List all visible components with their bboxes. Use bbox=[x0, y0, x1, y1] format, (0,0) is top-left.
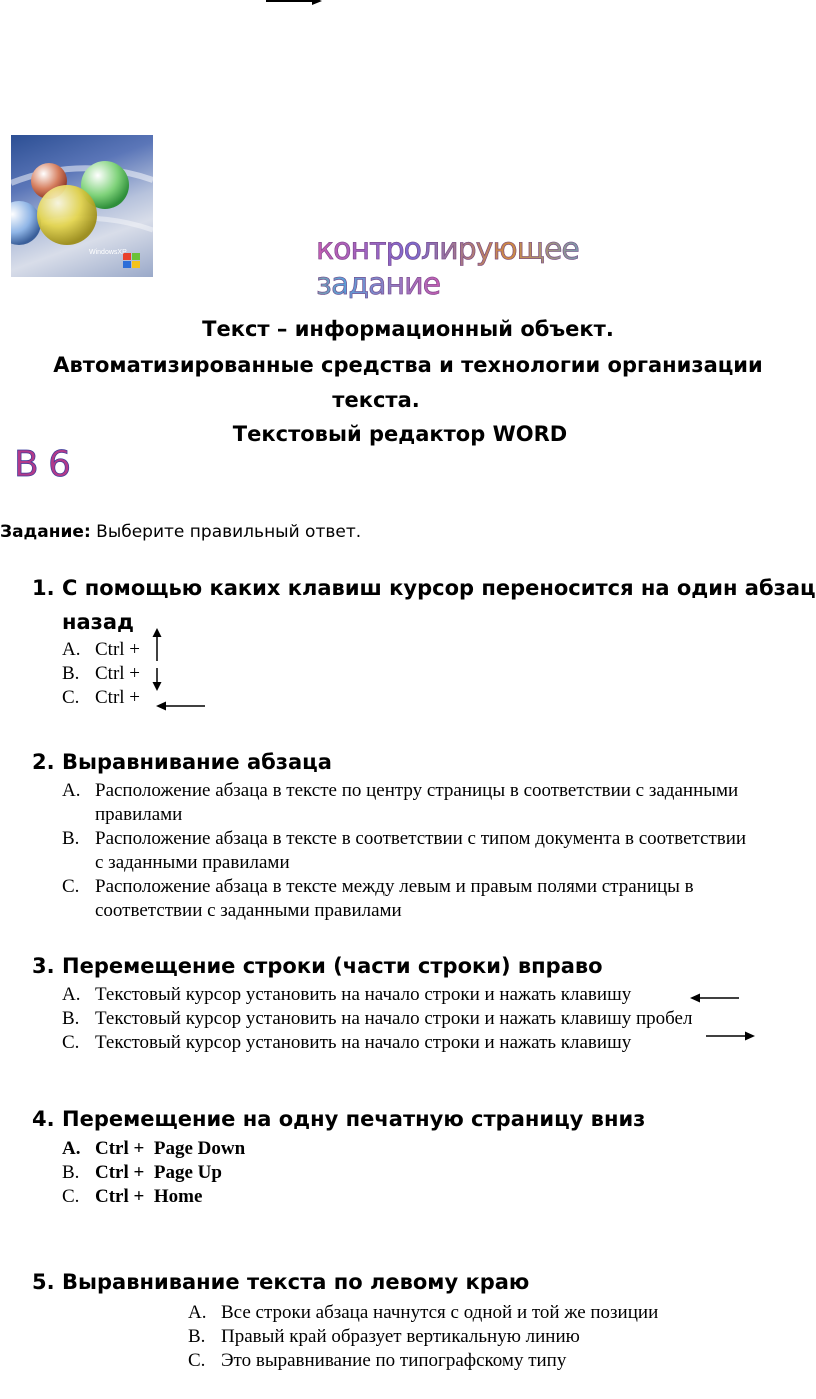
windows-xp-label: WindowsXP bbox=[89, 249, 127, 256]
option-text: Ctrl + bbox=[95, 639, 141, 660]
option-letter: B. bbox=[62, 1162, 80, 1183]
arrow-up-icon bbox=[151, 628, 163, 662]
option-text: Ctrl + Home bbox=[95, 1186, 203, 1207]
task-line bbox=[0, 522, 361, 542]
option-text: Текстовый курсор установить на начало строки и нажать клавишу пробел bbox=[95, 1008, 693, 1029]
question-text: Выравнивание абзаца bbox=[62, 750, 332, 774]
option-text: Расположение абзаца в тексте между левым и правым полями страницы в bbox=[95, 876, 694, 897]
page-title-line-4: Текстовый редактор WORD bbox=[232, 422, 568, 446]
banner-title: контролирующее задание bbox=[316, 232, 579, 302]
option-text: Ctrl + bbox=[95, 687, 141, 708]
option-text: Расположение абзаца в тексте в соответствии с типом документа в соответствии bbox=[95, 828, 747, 849]
question-number: 3. bbox=[32, 954, 55, 978]
option-text-line-2: правилами bbox=[95, 804, 183, 825]
option-letter: C. bbox=[62, 1186, 80, 1207]
question-number: 5. bbox=[32, 1270, 55, 1294]
option-letter: A. bbox=[62, 780, 81, 801]
page-title-line-2: Автоматизированные средства и технологии организации bbox=[53, 353, 763, 377]
question-text: С помощью каких клавиш курсор переносится на один абзац bbox=[62, 576, 816, 600]
option-letter: A. bbox=[62, 984, 81, 1005]
question-text: Перемещение на одну печатную страницу вниз bbox=[62, 1107, 646, 1131]
option-letter: C. bbox=[188, 1350, 206, 1371]
task-label: Задание: bbox=[0, 522, 91, 542]
question-number: 4. bbox=[32, 1107, 55, 1131]
option-text: Текстовый курсор установить на начало строки и нажать клавишу bbox=[95, 1032, 632, 1053]
option-text: Все строки абзаца начнутся с одной и той же позиции bbox=[221, 1302, 659, 1323]
page-title-line-3: текста. bbox=[332, 388, 420, 412]
option-letter: C. bbox=[62, 1032, 80, 1053]
windows-xp-image bbox=[11, 135, 153, 277]
option-text: Ctrl + Page Down bbox=[95, 1138, 246, 1159]
variant-label: В 6 bbox=[14, 444, 71, 485]
option-letter: A. bbox=[62, 1138, 81, 1159]
arrow-left-icon bbox=[156, 700, 206, 712]
arrow-right-icon bbox=[706, 1030, 756, 1042]
option-letter: A. bbox=[188, 1302, 207, 1323]
option-letter: A. bbox=[62, 639, 81, 660]
option-text: Ctrl + bbox=[95, 663, 141, 684]
arrow-left-icon bbox=[690, 992, 740, 1004]
option-text-line-2: с заданными правилами bbox=[95, 852, 290, 873]
arrow-down-icon bbox=[151, 668, 163, 692]
top-arrow-icon bbox=[264, 0, 324, 6]
option-text-line-2: соответствии с заданными правилами bbox=[95, 900, 402, 921]
option-text: Это выравнивание по типографскому типу bbox=[221, 1350, 567, 1371]
option-letter: C. bbox=[62, 687, 80, 708]
question-number: 1. bbox=[32, 576, 55, 600]
option-letter: B. bbox=[188, 1326, 206, 1347]
page-title-line-1: Текст – информационный объект. bbox=[202, 317, 614, 341]
option-letter: C. bbox=[62, 876, 80, 897]
option-letter: B. bbox=[62, 663, 80, 684]
option-letter: B. bbox=[62, 828, 80, 849]
option-text: Текстовый курсор установить на начало строки и нажать клавишу bbox=[95, 984, 632, 1005]
option-text: Ctrl + Page Up bbox=[95, 1162, 222, 1183]
question-text: Перемещение строки (части строки) вправо bbox=[62, 954, 603, 978]
option-letter: B. bbox=[62, 1008, 80, 1029]
option-text: Правый край образует вертикальную линию bbox=[221, 1326, 580, 1347]
option-text: Расположение абзаца в тексте по центру страницы в соответствии с заданными bbox=[95, 780, 739, 801]
question-text: Выравнивание текста по левому краю bbox=[62, 1270, 530, 1294]
task-text: Выберите правильный ответ. bbox=[96, 522, 362, 542]
question-number: 2. bbox=[32, 750, 55, 774]
question-text-line-2: назад bbox=[62, 610, 135, 634]
